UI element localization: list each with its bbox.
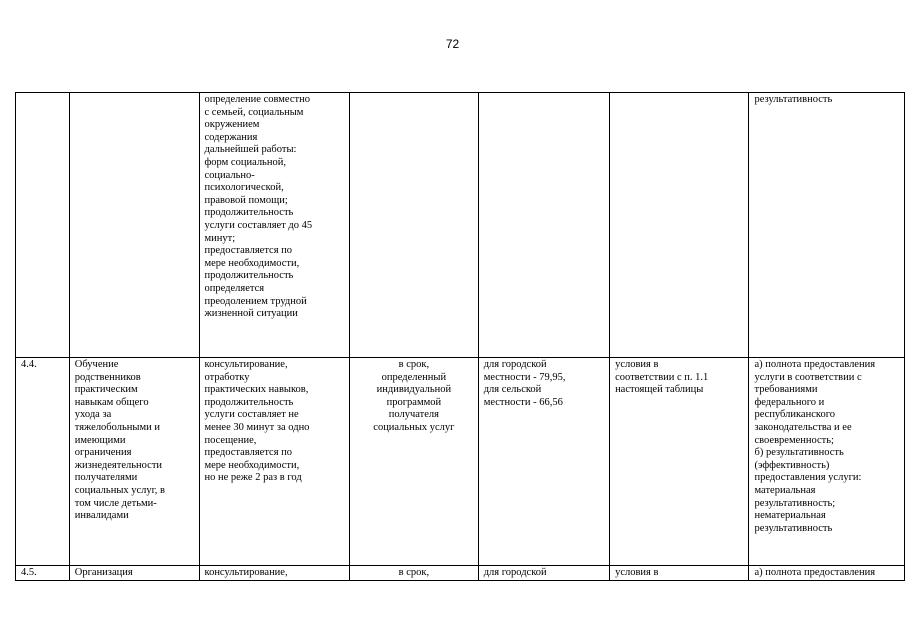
cell-conditions bbox=[610, 93, 749, 358]
services-table bbox=[15, 92, 905, 581]
cell-description: определение совместно с семьей, социальным окружением содержания дальнейшей работы: форм социальной, социально- психологической, правовой помощи; продолжительность услуги составляет до 45 минут; предоставляется по мере необходимости, продолжительность определяется преодолением трудной жизненной ситуации bbox=[199, 93, 350, 358]
cell-number: 4.5. bbox=[16, 566, 70, 581]
cell-description: консультирование, bbox=[199, 566, 350, 581]
cell-conditions: условия в соответствии с п. 1.1 настоящей таблицы bbox=[610, 358, 749, 566]
table-row bbox=[16, 93, 905, 358]
cell-description: консультирование, отработку практических навыков, продолжительность услуги составляет не менее 30 минут за одно посещение, предоставляется по мере необходимости, но не реже 2 раз в год bbox=[199, 358, 350, 566]
cell-tariff bbox=[478, 93, 609, 358]
cell-tariff: для городской bbox=[478, 566, 609, 581]
cell-quality: а) полнота предоставления bbox=[749, 566, 905, 581]
cell-number: 4.4. bbox=[16, 358, 70, 566]
cell-term bbox=[350, 93, 479, 358]
cell-quality: а) полнота предоставления услуги в соответствии с требованиями федерального и республиканского законодательства и ее своевременность; б) результативность (эффективность) предоставления услуги: материальная результативность; нематериальная результативность bbox=[749, 358, 905, 566]
cell-service-name bbox=[69, 93, 199, 358]
cell-conditions: условия в bbox=[610, 566, 749, 581]
table-row bbox=[16, 358, 905, 566]
cell-service-name: Обучение родственников практическим навыкам общего ухода за тяжелобольными и имеющими ограничения жизнедеятельности получателями социальных услуг, в том числе детьми- инвалидами bbox=[69, 358, 199, 566]
cell-quality: результативность bbox=[749, 93, 905, 358]
cell-number bbox=[16, 93, 70, 358]
cell-service-name: Организация bbox=[69, 566, 199, 581]
table-row bbox=[16, 566, 905, 581]
cell-term: в срок, определенный индивидуальной программой получателя социальных услуг bbox=[350, 358, 479, 566]
cell-term: в срок, bbox=[350, 566, 479, 581]
page-number: 72 bbox=[445, 37, 460, 51]
cell-tariff: для городской местности - 79,95, для сельской местности - 66,56 bbox=[478, 358, 609, 566]
